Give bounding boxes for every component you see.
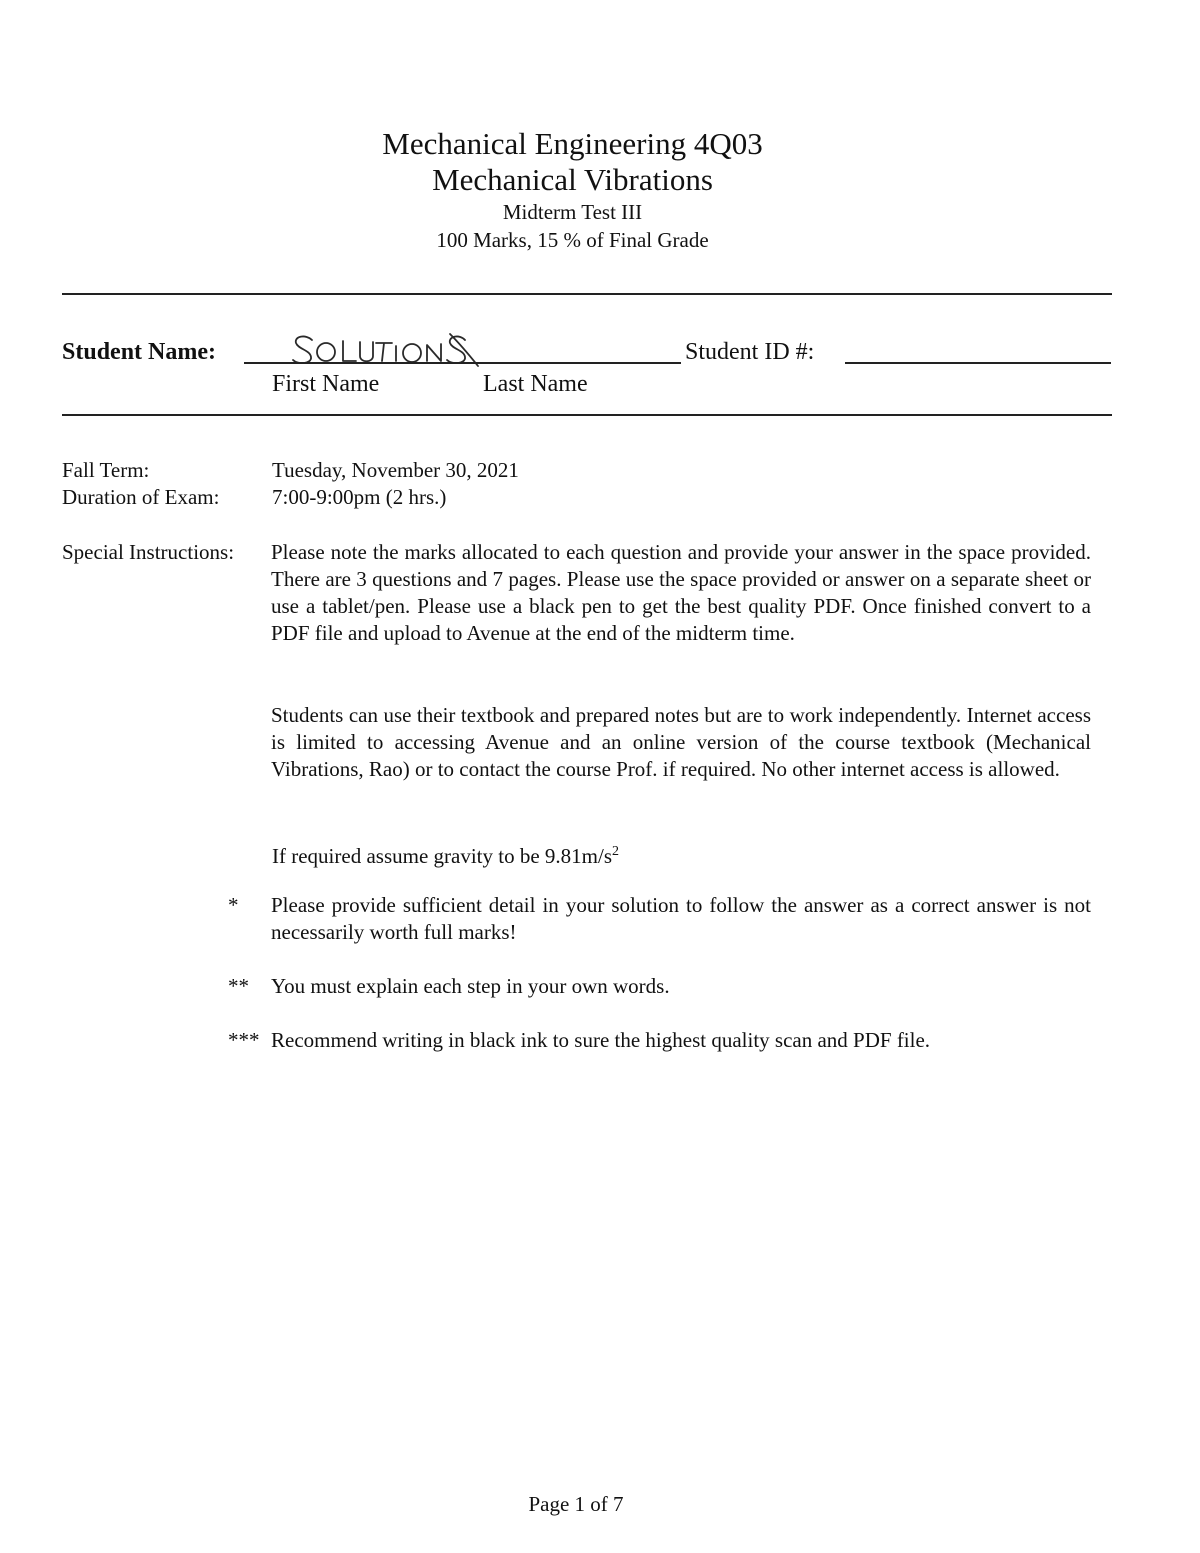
course-title: Mechanical Engineering 4Q03 [382, 126, 763, 161]
student-name-label: Student Name: [62, 339, 216, 365]
student-id-label: Student ID #: [685, 339, 815, 365]
last-name-label: Last Name [483, 371, 588, 397]
gravity-text: If required assume gravity to be 9.81m/s [272, 844, 612, 868]
note-2-text: You must explain each step in your own words. [271, 974, 670, 998]
handwritten-name [290, 330, 520, 370]
note-3-text: Recommend writing in black ink to sure the highest quality scan and PDF file. [271, 1028, 931, 1052]
instructions-paragraph-2: Students can use their textbook and prepared notes but are to work independently. Internet access is limited to accessing Avenue and an online version of the course textbook (Mechanical Vibrations, Rao) or to contact the course Prof. if required. No other internet access is allowed. [271, 703, 1091, 781]
note-1-marker: * [228, 893, 239, 917]
marks-info: 100 Marks, 15 % of Final Grade [436, 228, 709, 252]
duration-label: Duration of Exam: [62, 485, 220, 509]
note-3-marker: *** [228, 1028, 260, 1052]
student-id-field[interactable] [845, 362, 1111, 364]
name-underline [244, 362, 681, 364]
page-number: Page 1 of 7 [528, 1492, 624, 1516]
duration-value: 7:00-9:00pm (2 hrs.) [272, 485, 447, 509]
first-name-label: First Name [272, 371, 380, 397]
top-divider [62, 293, 1112, 295]
course-subtitle: Mechanical Vibrations [432, 162, 713, 197]
note-1-text: Please provide sufficient detail in your solution to follow the answer as a correct answer is not necessarily worth full marks! [271, 893, 1091, 944]
test-name: Midterm Test III [502, 200, 643, 224]
gravity-note [272, 838, 619, 870]
gravity-exponent: 2 [612, 844, 619, 859]
instructions-paragraph-1: Please note the marks allocated to each question and provide your answer in the space provided. There are 3 questions and 7 pages. Please use the space provided or answer on a separate sheet or use a tablet/pen. Please use a black pen to get the best quality PDF. Once finished convert to a PDF file and upload to Avenue at the end of the midterm time. [271, 540, 1091, 645]
special-instructions-label: Special Instructions: [62, 540, 235, 564]
term-label: Fall Term: [62, 458, 150, 482]
middle-divider [62, 414, 1112, 416]
term-value: Tuesday, November 30, 2021 [272, 458, 519, 482]
note-2-marker: ** [228, 974, 249, 998]
